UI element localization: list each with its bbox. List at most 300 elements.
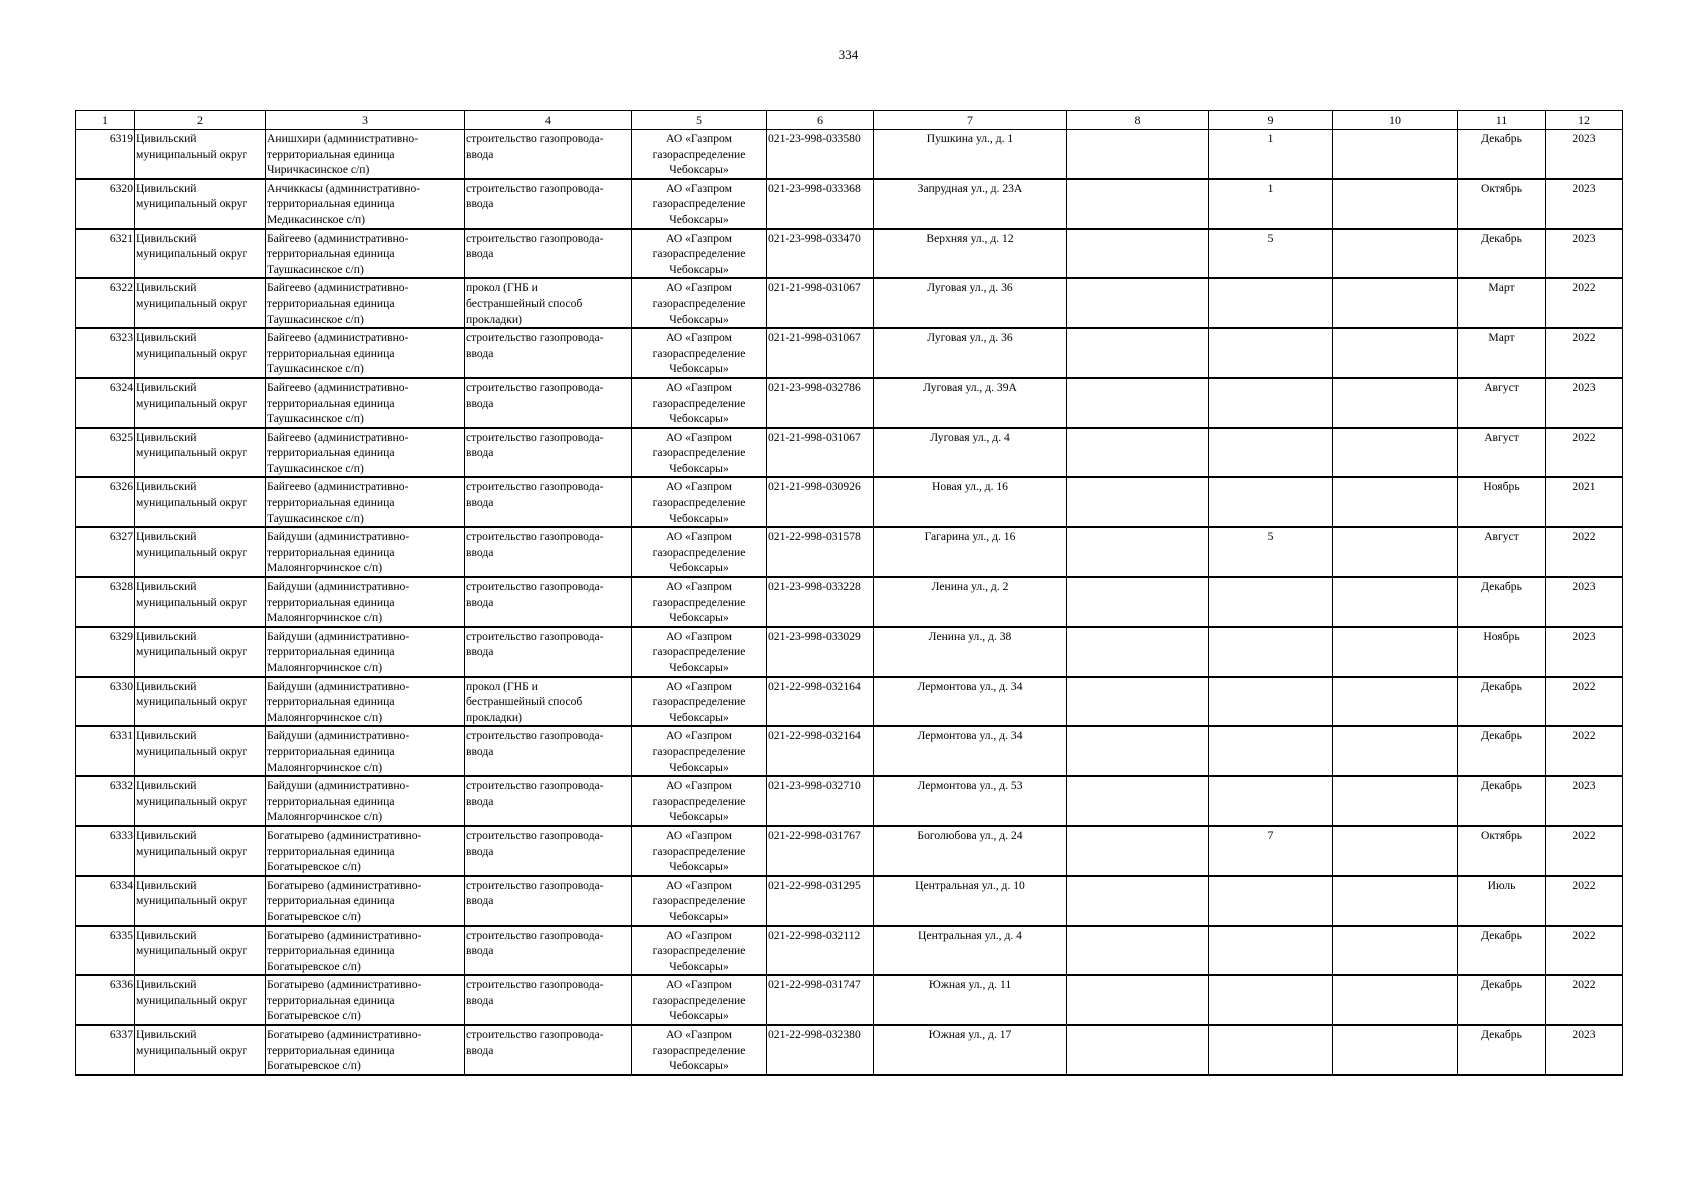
district-cell-text: Цивильский муниципальный округ xyxy=(136,679,248,709)
row-number xyxy=(76,975,135,1025)
organization-cell-text: АО «Газпром газораспределение Чебоксары» xyxy=(652,331,746,376)
column-8-cell xyxy=(1067,278,1209,328)
row-number-text: 6324 xyxy=(109,380,133,394)
work-type-cell-text: строительство газопровода- ввода xyxy=(466,132,604,161)
column-10-cell xyxy=(1333,527,1458,577)
organization-cell xyxy=(632,826,767,876)
month-cell xyxy=(1458,229,1546,279)
table-row xyxy=(76,577,1623,627)
organization-cell xyxy=(632,975,767,1025)
year-cell xyxy=(1546,975,1623,1025)
work-type-cell-text: строительство газопровода- ввода xyxy=(466,480,604,510)
address-cell xyxy=(874,477,1067,527)
district-cell-text: Цивильский муниципальный округ xyxy=(136,380,248,410)
column-9-cell xyxy=(1209,130,1333,179)
settlement-cell xyxy=(266,179,465,229)
district-cell xyxy=(135,577,266,627)
work-type-cell xyxy=(465,726,632,776)
year-cell xyxy=(1546,577,1623,627)
settlement-cell-text: Байдуши (административно- территориальная единица Малоянгорчинское с/п) xyxy=(267,580,410,625)
column-9-cell xyxy=(1209,477,1333,527)
column-header-6: 6 xyxy=(767,111,874,130)
work-type-cell-text: строительство газопровода- ввода xyxy=(466,430,604,460)
year-cell xyxy=(1546,926,1623,976)
settlement-cell xyxy=(266,229,465,279)
application-code-cell xyxy=(767,428,874,478)
application-code-cell-text: 021-23-998-033029 xyxy=(768,629,861,643)
district-cell xyxy=(135,876,266,926)
work-type-cell-text: строительство газопровода- ввода xyxy=(466,828,604,858)
work-type-cell xyxy=(465,1025,632,1075)
column-10-cell xyxy=(1333,1025,1458,1075)
column-8-cell xyxy=(1067,527,1209,577)
month-cell-text: Июль xyxy=(1487,878,1516,892)
column-8-cell xyxy=(1067,726,1209,776)
application-code-cell xyxy=(767,179,874,229)
district-cell-text: Цивильский муниципальный округ xyxy=(136,430,248,460)
application-code-cell-text: 021-23-998-032786 xyxy=(768,380,861,394)
address-cell xyxy=(874,975,1067,1025)
year-cell-text: 2022 xyxy=(1572,430,1596,444)
year-cell-text: 2023 xyxy=(1572,380,1596,394)
organization-cell xyxy=(632,726,767,776)
district-cell-text: Цивильский муниципальный округ xyxy=(136,878,248,908)
column-9-cell xyxy=(1209,627,1333,677)
organization-cell-text: АО «Газпром газораспределение Чебоксары» xyxy=(652,231,746,276)
district-cell xyxy=(135,378,266,428)
row-number xyxy=(76,278,135,328)
work-type-cell xyxy=(465,926,632,976)
district-cell xyxy=(135,229,266,279)
application-code-cell xyxy=(767,477,874,527)
year-cell xyxy=(1546,876,1623,926)
address-cell-text: Верхняя ул., д. 12 xyxy=(926,231,1014,245)
district-cell-text: Цивильский муниципальный округ xyxy=(136,181,248,211)
month-cell xyxy=(1458,130,1546,179)
table-row xyxy=(76,428,1623,478)
month-cell xyxy=(1458,477,1546,527)
work-type-cell xyxy=(465,677,632,727)
month-cell xyxy=(1458,776,1546,826)
address-cell-text: Центральная ул., д. 4 xyxy=(918,928,1022,942)
table-row xyxy=(76,179,1623,229)
application-code-cell xyxy=(767,975,874,1025)
address-cell xyxy=(874,726,1067,776)
address-cell xyxy=(874,527,1067,577)
settlement-cell-text: Байгеево (административно- территориальная единица Таушкасинское с/п) xyxy=(267,281,409,326)
organization-cell-text: АО «Газпром газораспределение Чебоксары» xyxy=(652,580,746,625)
year-cell xyxy=(1546,627,1623,677)
year-cell xyxy=(1546,428,1623,478)
organization-cell-text: АО «Газпром газораспределение Чебоксары» xyxy=(652,629,746,674)
application-code-cell xyxy=(767,527,874,577)
row-number-text: 6331 xyxy=(109,729,133,743)
year-cell-text: 2023 xyxy=(1572,580,1596,594)
month-cell-text: Март xyxy=(1488,331,1515,345)
settlement-cell xyxy=(266,1025,465,1075)
address-cell-text: Лермонтова ул., д. 53 xyxy=(917,779,1023,793)
settlement-cell xyxy=(266,627,465,677)
row-number-text: 6329 xyxy=(109,629,133,643)
column-header-9: 9 xyxy=(1209,111,1333,130)
column-8-cell xyxy=(1067,975,1209,1025)
column-header-12: 12 xyxy=(1546,111,1623,130)
column-header-3: 3 xyxy=(266,111,465,130)
address-cell xyxy=(874,229,1067,279)
column-10-cell xyxy=(1333,776,1458,826)
application-code-cell xyxy=(767,926,874,976)
work-type-cell-text: строительство газопровода- ввода xyxy=(466,729,604,758)
address-cell xyxy=(874,677,1067,727)
row-number xyxy=(76,130,135,179)
district-cell xyxy=(135,926,266,976)
organization-cell xyxy=(632,926,767,976)
work-type-cell xyxy=(465,826,632,876)
column-8-cell xyxy=(1067,130,1209,179)
table-row xyxy=(76,776,1623,826)
address-cell xyxy=(874,776,1067,826)
application-code-cell xyxy=(767,378,874,428)
organization-cell xyxy=(632,776,767,826)
table-row xyxy=(76,527,1623,577)
work-type-cell xyxy=(465,130,632,179)
address-cell-text: Луговая ул., д. 39А xyxy=(923,380,1017,394)
work-type-cell-text: строительство газопровода- ввода xyxy=(466,530,604,559)
column-header-5: 5 xyxy=(632,111,767,130)
address-cell-text: Ленина ул., д. 38 xyxy=(928,629,1012,643)
column-9-cell xyxy=(1209,876,1333,926)
month-cell-text: Октябрь xyxy=(1480,181,1523,195)
column-9-cell xyxy=(1209,229,1333,279)
settlement-cell-text: Байгеево (административно- территориальная единица Таушкасинское с/п) xyxy=(267,480,409,525)
district-cell xyxy=(135,278,266,328)
district-cell xyxy=(135,975,266,1025)
address-cell-text: Новая ул., д. 16 xyxy=(932,480,1008,494)
organization-cell xyxy=(632,577,767,627)
application-code-cell-text: 021-22-998-032380 xyxy=(768,1028,861,1042)
month-cell-text: Декабрь xyxy=(1481,729,1522,743)
column-10-cell xyxy=(1333,278,1458,328)
district-cell xyxy=(135,527,266,577)
month-cell-text: Декабрь xyxy=(1481,580,1522,594)
row-number xyxy=(76,726,135,776)
organization-cell xyxy=(632,428,767,478)
column-header-1: 1 xyxy=(76,111,135,130)
month-cell-text: Декабрь xyxy=(1481,1028,1522,1042)
column-9-cell-text: 5 xyxy=(1267,231,1274,245)
organization-cell xyxy=(632,378,767,428)
table-row xyxy=(76,278,1623,328)
column-8-cell xyxy=(1067,627,1209,677)
district-cell-text: Цивильский муниципальный округ xyxy=(136,729,248,758)
district-cell-text: Цивильский муниципальный округ xyxy=(136,132,248,161)
application-code-cell-text: 021-22-998-032164 xyxy=(768,729,861,743)
district-cell xyxy=(135,677,266,727)
month-cell-text: Март xyxy=(1488,281,1515,295)
month-cell-text: Декабрь xyxy=(1481,679,1522,693)
settlement-cell xyxy=(266,328,465,378)
column-9-cell xyxy=(1209,527,1333,577)
month-cell xyxy=(1458,876,1546,926)
district-cell-text: Цивильский муниципальный округ xyxy=(136,281,248,310)
column-8-cell xyxy=(1067,577,1209,627)
work-type-cell xyxy=(465,278,632,328)
settlement-cell-text: Байдуши (административно- территориальная единица Малоянгорчинское с/п) xyxy=(267,530,410,575)
work-type-cell xyxy=(465,428,632,478)
settlement-cell-text: Байгеево (административно- территориальная единица Таушкасинское с/п) xyxy=(267,331,409,376)
table-row xyxy=(76,627,1623,677)
settlement-cell xyxy=(266,428,465,478)
application-code-cell-text: 021-23-998-032710 xyxy=(768,779,861,793)
row-number xyxy=(76,926,135,976)
address-cell xyxy=(874,328,1067,378)
column-10-cell xyxy=(1333,428,1458,478)
column-9-cell xyxy=(1209,378,1333,428)
month-cell-text: Ноябрь xyxy=(1483,480,1520,494)
year-cell-text: 2023 xyxy=(1572,132,1596,145)
month-cell xyxy=(1458,726,1546,776)
column-10-cell xyxy=(1333,926,1458,976)
month-cell-text: Декабрь xyxy=(1481,132,1522,145)
application-code-cell xyxy=(767,278,874,328)
organization-cell xyxy=(632,179,767,229)
application-code-cell-text: 021-23-998-033368 xyxy=(768,181,861,195)
table-row xyxy=(76,477,1623,527)
month-cell xyxy=(1458,577,1546,627)
district-cell xyxy=(135,428,266,478)
column-10-cell xyxy=(1333,577,1458,627)
column-10-cell xyxy=(1333,726,1458,776)
registry-table xyxy=(75,110,1623,1076)
address-cell-text: Запрудная ул., д. 23А xyxy=(917,181,1023,195)
organization-cell-text: АО «Газпром газораспределение Чебоксары» xyxy=(652,480,746,525)
column-10-cell xyxy=(1333,229,1458,279)
work-type-cell-text: строительство газопровода- ввода xyxy=(466,779,604,808)
settlement-cell-text: Богатырево (административно- территориальная единица Богатыревское с/п) xyxy=(267,928,422,973)
address-cell xyxy=(874,627,1067,677)
settlement-cell xyxy=(266,577,465,627)
address-cell-text: Луговая ул., д. 36 xyxy=(927,281,1013,295)
year-cell-text: 2023 xyxy=(1572,779,1596,793)
organization-cell-text: АО «Газпром газораспределение Чебоксары» xyxy=(652,729,746,774)
month-cell xyxy=(1458,1025,1546,1075)
month-cell-text: Август xyxy=(1484,430,1519,444)
year-cell-text: 2023 xyxy=(1572,1028,1596,1042)
month-cell xyxy=(1458,278,1546,328)
address-cell-text: Лермонтова ул., д. 34 xyxy=(917,679,1023,693)
address-cell xyxy=(874,876,1067,926)
row-number xyxy=(76,378,135,428)
table-row xyxy=(76,826,1623,876)
column-9-cell xyxy=(1209,278,1333,328)
work-type-cell xyxy=(465,876,632,926)
work-type-cell xyxy=(465,179,632,229)
row-number-text: 6330 xyxy=(109,679,133,693)
column-8-cell xyxy=(1067,477,1209,527)
application-code-cell-text: 021-21-998-031067 xyxy=(768,331,861,345)
organization-cell-text: АО «Газпром газораспределение Чебоксары» xyxy=(652,679,746,724)
year-cell-text: 2022 xyxy=(1572,679,1596,693)
year-cell-text: 2022 xyxy=(1572,878,1596,892)
district-cell-text: Цивильский муниципальный округ xyxy=(136,480,248,510)
organization-cell-text: АО «Газпром газораспределение Чебоксары» xyxy=(652,878,746,923)
organization-cell xyxy=(632,677,767,727)
address-cell xyxy=(874,926,1067,976)
organization-cell-text: АО «Газпром газораспределение Чебоксары» xyxy=(652,380,746,426)
row-number-text: 6335 xyxy=(109,928,133,942)
column-header-7: 7 xyxy=(874,111,1067,130)
address-cell xyxy=(874,1025,1067,1075)
year-cell xyxy=(1546,677,1623,727)
address-cell-text: Южная ул., д. 11 xyxy=(928,978,1012,992)
settlement-cell xyxy=(266,130,465,179)
application-code-cell-text: 021-22-998-031747 xyxy=(768,978,861,992)
address-cell xyxy=(874,278,1067,328)
year-cell xyxy=(1546,278,1623,328)
application-code-cell-text: 021-22-998-031578 xyxy=(768,530,861,544)
column-8-cell xyxy=(1067,428,1209,478)
application-code-cell xyxy=(767,876,874,926)
month-cell xyxy=(1458,975,1546,1025)
row-number xyxy=(76,776,135,826)
work-type-cell xyxy=(465,328,632,378)
year-cell xyxy=(1546,477,1623,527)
column-9-cell-text: 1 xyxy=(1267,181,1274,195)
district-cell-text: Цивильский муниципальный округ xyxy=(136,779,248,808)
work-type-cell xyxy=(465,229,632,279)
address-cell-text: Лермонтова ул., д. 34 xyxy=(917,729,1023,743)
table-row xyxy=(76,130,1623,179)
month-cell-text: Август xyxy=(1484,530,1519,544)
address-cell-text: Ленина ул., д. 2 xyxy=(931,580,1009,594)
application-code-cell xyxy=(767,677,874,727)
work-type-cell-text: строительство газопровода- ввода xyxy=(466,878,604,908)
application-code-cell xyxy=(767,577,874,627)
column-header-8: 8 xyxy=(1067,111,1209,130)
work-type-cell xyxy=(465,776,632,826)
address-cell-text: Центральная ул., д. 10 xyxy=(915,878,1025,892)
settlement-cell xyxy=(266,726,465,776)
settlement-cell-text: Богатырево (административно- территориальная единица Богатыревское с/п) xyxy=(267,878,422,923)
settlement-cell-text: Богатырево (административно- территориальная единица Богатыревское с/п) xyxy=(267,978,422,1023)
table-row xyxy=(76,378,1623,428)
district-cell xyxy=(135,627,266,677)
month-cell-text: Декабрь xyxy=(1481,978,1522,992)
column-9-cell xyxy=(1209,1025,1333,1075)
month-cell-text: Октябрь xyxy=(1480,828,1523,842)
column-10-cell xyxy=(1333,826,1458,876)
month-cell-text: Декабрь xyxy=(1481,231,1522,245)
organization-cell-text: АО «Газпром газораспределение Чебоксары» xyxy=(652,132,746,177)
address-cell-text: Луговая ул., д. 4 xyxy=(930,430,1010,444)
settlement-cell xyxy=(266,876,465,926)
month-cell-text: Август xyxy=(1484,380,1519,394)
work-type-cell-text: строительство газопровода- ввода xyxy=(466,1028,604,1057)
district-cell-text: Цивильский муниципальный округ xyxy=(136,231,248,261)
row-number xyxy=(76,876,135,926)
month-cell-text: Декабрь xyxy=(1481,779,1522,793)
address-cell xyxy=(874,179,1067,229)
organization-cell-text: АО «Газпром газораспределение Чебоксары» xyxy=(652,181,746,226)
column-9-cell xyxy=(1209,328,1333,378)
district-cell-text: Цивильский муниципальный округ xyxy=(136,331,248,360)
address-cell xyxy=(874,826,1067,876)
settlement-cell xyxy=(266,776,465,826)
column-header-10: 10 xyxy=(1333,111,1458,130)
column-9-cell xyxy=(1209,726,1333,776)
address-cell xyxy=(874,130,1067,179)
year-cell xyxy=(1546,726,1623,776)
column-10-cell xyxy=(1333,179,1458,229)
organization-cell-text: АО «Газпром газораспределение Чебоксары» xyxy=(652,281,746,326)
settlement-cell xyxy=(266,926,465,976)
district-cell xyxy=(135,328,266,378)
row-number xyxy=(76,229,135,279)
row-number-text: 6327 xyxy=(109,530,133,544)
application-code-cell-text: 021-22-998-032112 xyxy=(768,928,861,942)
settlement-cell-text: Байгеево (административно- территориальная единица Таушкасинское с/п) xyxy=(267,430,409,475)
work-type-cell xyxy=(465,477,632,527)
work-type-cell xyxy=(465,378,632,428)
row-number xyxy=(76,328,135,378)
row-number-text: 6334 xyxy=(109,878,133,892)
month-cell-text: Декабрь xyxy=(1481,928,1522,942)
column-10-cell xyxy=(1333,975,1458,1025)
application-code-cell xyxy=(767,328,874,378)
settlement-cell xyxy=(266,975,465,1025)
column-9-cell xyxy=(1209,926,1333,976)
address-cell-text: Южная ул., д. 17 xyxy=(928,1028,1012,1042)
organization-cell xyxy=(632,328,767,378)
row-number xyxy=(76,627,135,677)
application-code-cell xyxy=(767,229,874,279)
column-10-cell xyxy=(1333,477,1458,527)
settlement-cell-text: Байдуши (административно- территориальная единица Малоянгорчинское с/п) xyxy=(267,779,410,824)
settlement-cell xyxy=(266,278,465,328)
row-number-text: 6328 xyxy=(109,580,133,594)
settlement-cell-text: Богатырево (административно- территориальная единица Богатыревское с/п) xyxy=(267,1028,422,1073)
table-body xyxy=(76,130,1623,1075)
work-type-cell xyxy=(465,975,632,1025)
work-type-cell-text: строительство газопровода- ввода xyxy=(466,231,604,261)
year-cell xyxy=(1546,1025,1623,1075)
month-cell xyxy=(1458,527,1546,577)
organization-cell xyxy=(632,278,767,328)
year-cell-text: 2021 xyxy=(1572,480,1596,494)
organization-cell xyxy=(632,1025,767,1075)
organization-cell xyxy=(632,876,767,926)
district-cell xyxy=(135,1025,266,1075)
organization-cell-text: АО «Газпром газораспределение Чебоксары» xyxy=(652,978,746,1023)
district-cell xyxy=(135,826,266,876)
month-cell xyxy=(1458,677,1546,727)
work-type-cell-text: строительство газопровода- ввода xyxy=(466,928,604,958)
row-number-text: 6325 xyxy=(109,430,133,444)
month-cell xyxy=(1458,328,1546,378)
district-cell xyxy=(135,477,266,527)
row-number-text: 6337 xyxy=(109,1028,133,1042)
district-cell xyxy=(135,179,266,229)
application-code-cell xyxy=(767,130,874,179)
district-cell-text: Цивильский муниципальный округ xyxy=(136,580,248,609)
address-cell-text: Гагарина ул., д. 16 xyxy=(924,530,1016,544)
column-9-cell xyxy=(1209,776,1333,826)
row-number-text: 6320 xyxy=(109,181,133,195)
year-cell-text: 2023 xyxy=(1572,181,1596,195)
column-8-cell xyxy=(1067,926,1209,976)
column-9-cell xyxy=(1209,677,1333,727)
row-number xyxy=(76,477,135,527)
